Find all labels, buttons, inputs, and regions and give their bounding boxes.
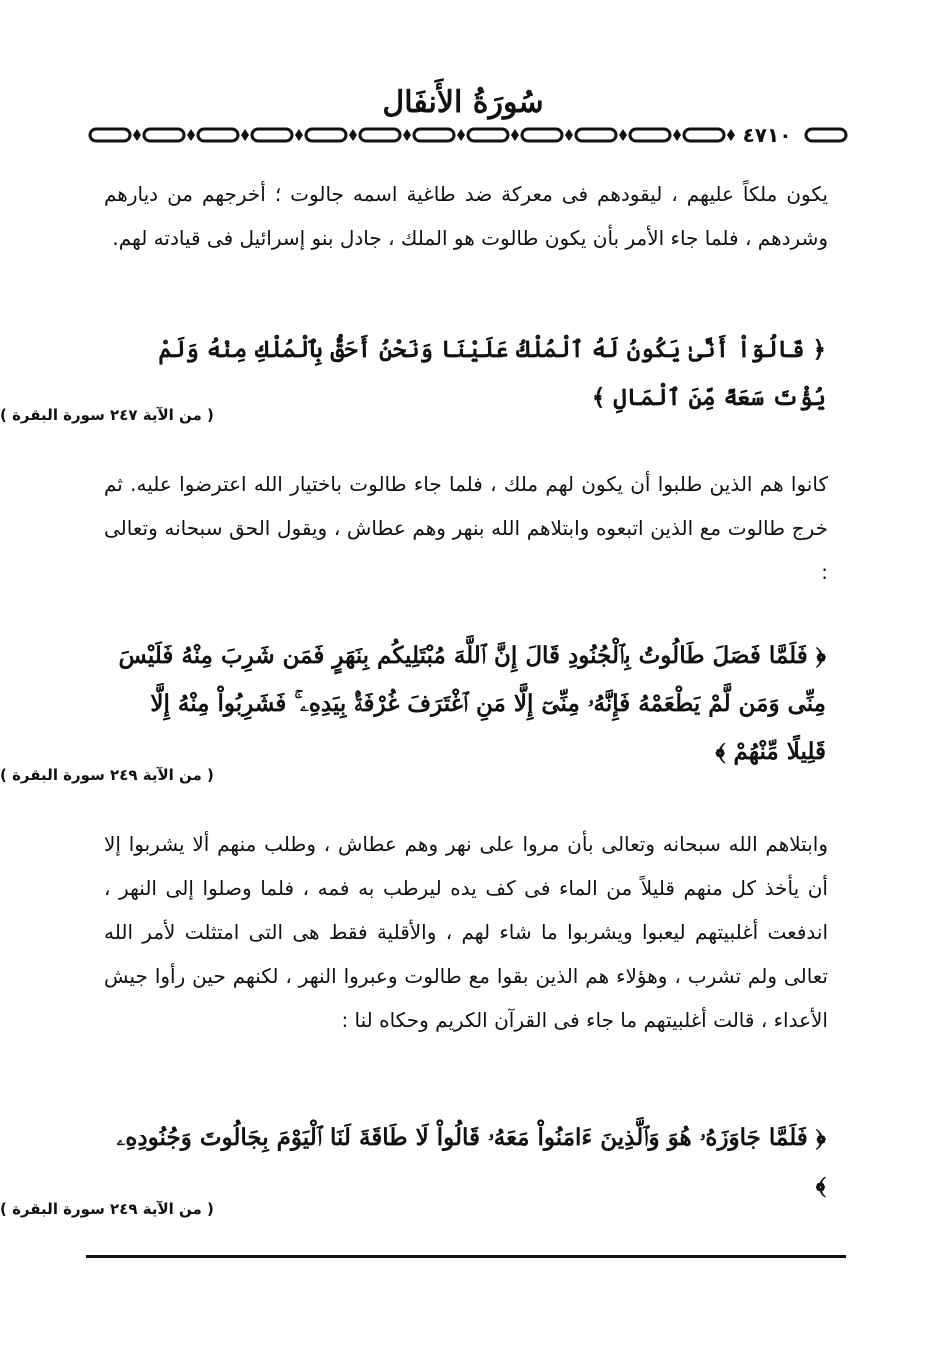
paragraph-3: وابتلاهم الله سبحانه وتعالى بأن مروا على نهر وهم عطاش ، وطلب منهم ألا يشربوا إلا أن يأخذ كل منهم قليلاً من الماء فى كف يده ليرطب به فمه ، فلما وصلوا إلى النهر ، اندفعت أغلبيتهم ليعبوا ويشربوا ما شاء لهم ، والأقلية فقط هى التى امتثلت لأمر الله تعالى ولم تشرب ، وهؤلاء هم الذين بقوا مع طالوت وعبروا النهر ، لكنهم حين رأوا جيش الأعداء ، قالت أغلبيتهم ما جاء فى القرآن الكريم وحكاه لنا : [104,832,828,1032]
decorative-border [88,124,848,146]
verse-reference-1: ( من الآية ٢٤٧ سورة البقرة ) [0,406,214,424]
quran-verse-3: ﴿ فَلَمَّا جَاوَزَهُۥ هُوَ وَٱلَّذِينَ ءَامَنُواْ مَعَهُۥ قَالُواْ لَا طَاقَةَ لَنَا ٱلْيَوْمَ بِجَالُوتَ وَجُنُودِهِۦ ﴾ [116,1124,826,1199]
quran-verse-1: ﴿ قَالُوٓاْ أَنَّىٰ يَكُونُ لَهُ ٱلْمُلْكُ عَلَيْنَا وَنَحْنُ أَحَقُّ بِٱلْمُلْكِ مِنْهُ وَلَمْ يُؤْتَ سَعَةً مِّنَ ٱلْمَالِ ﴾ [158,336,826,411]
verse-reference-3: ( من الآية ٢٤٩ سورة البقرة ) [0,1200,214,1218]
paragraph-2: كانوا هم الذين طلبوا أن يكون لهم ملك ، فلما جاء طالوت باختيار الله اعترضوا عليه. ثم خرج طالوت مع الذين اتبعوه وابتلاهم الله بنهر وهم عطاش ، ويقول الحق سبحانه وتعالى : [104,472,828,584]
paragraph-1: يكون ملكاً عليهم ، ليقودهم فى معركة ضد طاغية اسمه جالوت ؛ أخرجهم من ديارهم وشردهم ، فلما جاء الأمر بأن يكون طالوت هو الملك ، جادل بنو إسرائيل فى قيادته لهم. [104,182,828,250]
quran-verse-2: ﴿ فَلَمَّا فَصَلَ طَالُوتُ بِٱلْجُنُودِ قَالَ إِنَّ ٱللَّهَ مُبْتَلِيكُم بِنَهَرٍ فَمَن شَرِبَ مِنْهُ فَلَيْسَ مِنِّى وَمَن لَّمْ يَطْعَمْهُ فَإِنَّهُۥ مِنِّىٓ إِلَّا مَنِ ٱغْتَرَفَ غُرْفَةًۢ بِيَدِهِۦ ۚ فَشَرِبُواْ مِنْهُ إِلَّا قَلِيلًا مِّنْهُمْ ﴾ [118,642,826,765]
surah-title: سُورَةُ الأَنفَال [382,85,544,120]
verse-reference-2: ( من الآية ٢٤٩ سورة البقرة ) [0,766,214,784]
footer-rule [86,1255,846,1258]
page-number: ٤٧١٠ [736,122,798,148]
ornament-chain-icon [88,124,848,146]
